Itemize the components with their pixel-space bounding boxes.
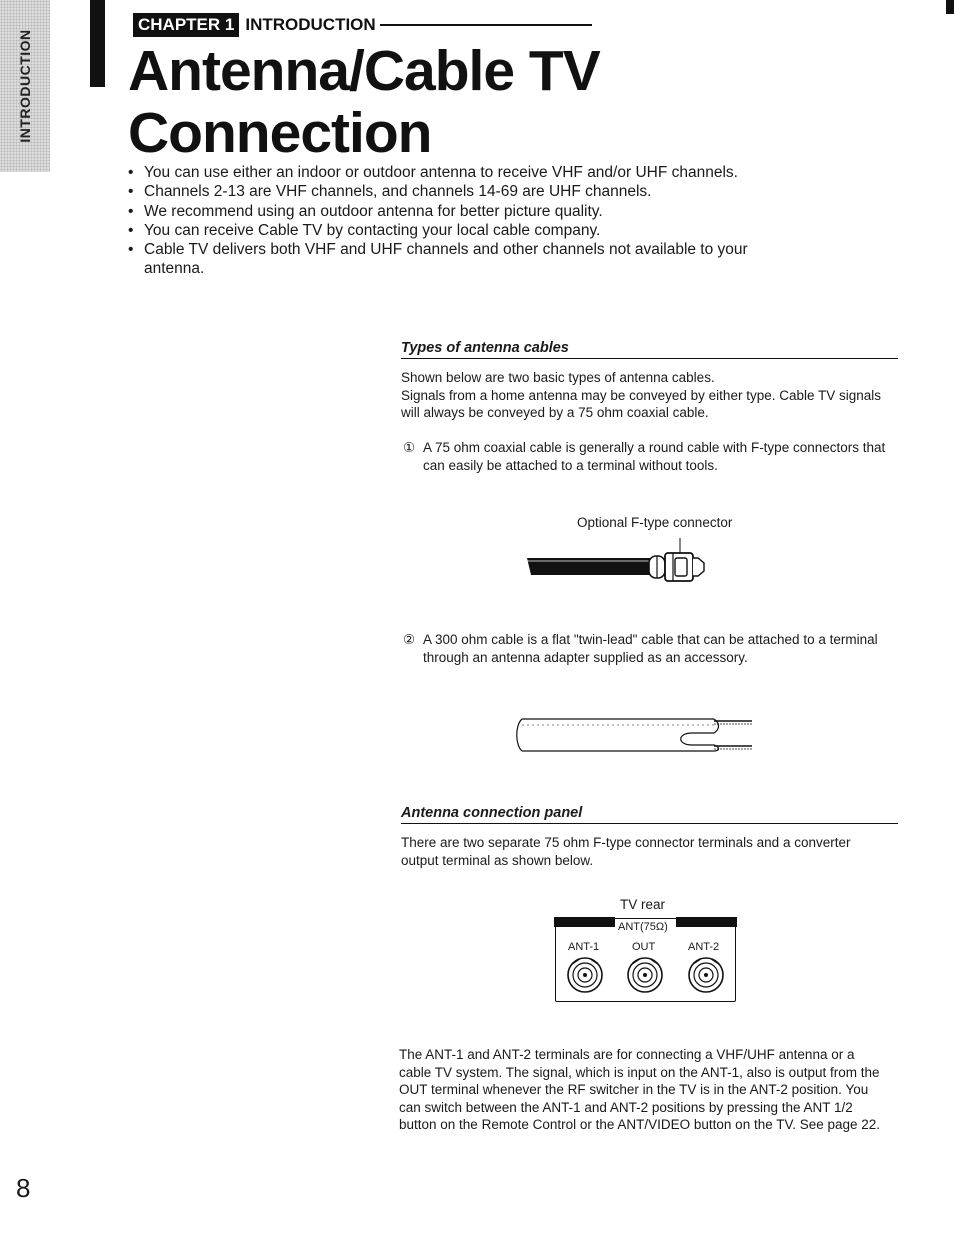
intro-bullet: • Channels 2-13 are VHF channels, and channels 14-69 are UHF channels. <box>128 182 828 201</box>
intro-bullet: • We recommend using an outdoor antenna for better picture quality. <box>128 202 828 221</box>
intro-bullet: • You can receive Cable TV by contacting your local cable company. <box>128 221 828 240</box>
intro-bullet: • Cable TV delivers both VHF and UHF channels and other channels not available to your antenna. <box>128 240 774 279</box>
corner-mark <box>946 0 954 14</box>
terminal-label-ant2: ANT-2 <box>688 941 720 953</box>
intro-bullet-list <box>128 163 828 279</box>
page-number: 8 <box>16 1173 31 1203</box>
ant1-terminal-icon <box>568 958 602 992</box>
panel-description: The ANT-1 and ANT-2 terminals are for connecting a VHF/UHF antenna or a cable TV system. The signal, which is input on the ANT-1, also is output from the OUT terminal whenever the RF switcher in the TV is in the ANT-2 position. You can switch between the ANT-1 and ANT-2 positions by pressing the ANT 1/2 button on the Remote Control or the ANT/VIDEO button on the TV. See page 22. <box>399 1047 881 1132</box>
chapter-rule <box>380 24 592 26</box>
cable-type-item-2 <box>401 631 898 666</box>
chapter-header <box>133 13 592 37</box>
item-text: A 75 ohm coaxial cable is generally a round cable with F-type connectors that can easily be attached to a terminal without tools. <box>423 440 886 473</box>
panel-caption: TV rear <box>620 897 666 912</box>
panel-terminals <box>556 953 734 999</box>
page-title-line-1: Antenna/Cable TV <box>128 39 600 103</box>
side-tab <box>0 0 50 172</box>
intro-bullet: • You can use either an indoor or outdoor antenna to receive VHF and/or UHF channels. <box>128 163 828 182</box>
section-intro-line: Signals from a home antenna may be conveyed by either type. Cable TV signals will always be conveyed by a 75 ohm coaxial cable. <box>401 387 882 420</box>
section-heading-antenna-cables: Types of antenna cables <box>401 339 898 359</box>
out-terminal-icon <box>628 958 662 992</box>
page-title-line-2: Connection <box>128 101 432 165</box>
panel-header-bar <box>554 917 615 927</box>
coax-caption: Optional F-type connector <box>577 515 733 530</box>
chapter-bar <box>90 0 105 87</box>
panel-header-label: ANT(75Ω) <box>618 921 668 933</box>
panel-intro: There are two separate 75 ohm F-type connector terminals and a converter output terminal as shown below. <box>401 835 851 868</box>
section-heading-antenna-panel: Antenna connection panel <box>401 804 898 824</box>
terminal-label-ant1: ANT-1 <box>568 941 600 953</box>
page-title <box>128 40 600 164</box>
chapter-title: INTRODUCTION <box>245 15 376 34</box>
section-intro-line: Shown below are two basic types of antenna cables. <box>401 370 715 385</box>
item-number: ② <box>402 632 416 647</box>
item-text: A 300 ohm cable is a flat "twin-lead" cable that can be attached to a terminal through an antenna adapter supplied as an accessory. <box>423 632 878 665</box>
terminal-label-out: OUT <box>632 941 656 953</box>
chapter-badge: CHAPTER 1 <box>133 13 239 37</box>
panel-header-bar <box>676 917 737 927</box>
cable-type-item-1 <box>401 439 898 474</box>
side-tab-label: INTRODUCTION <box>17 29 33 143</box>
ant2-terminal-icon <box>689 958 723 992</box>
antenna-panel <box>555 918 736 1002</box>
coax-cable-illustration <box>525 536 725 586</box>
section-intro <box>401 369 898 422</box>
twin-lead-cable-illustration <box>514 715 756 755</box>
item-number: ① <box>402 440 416 455</box>
